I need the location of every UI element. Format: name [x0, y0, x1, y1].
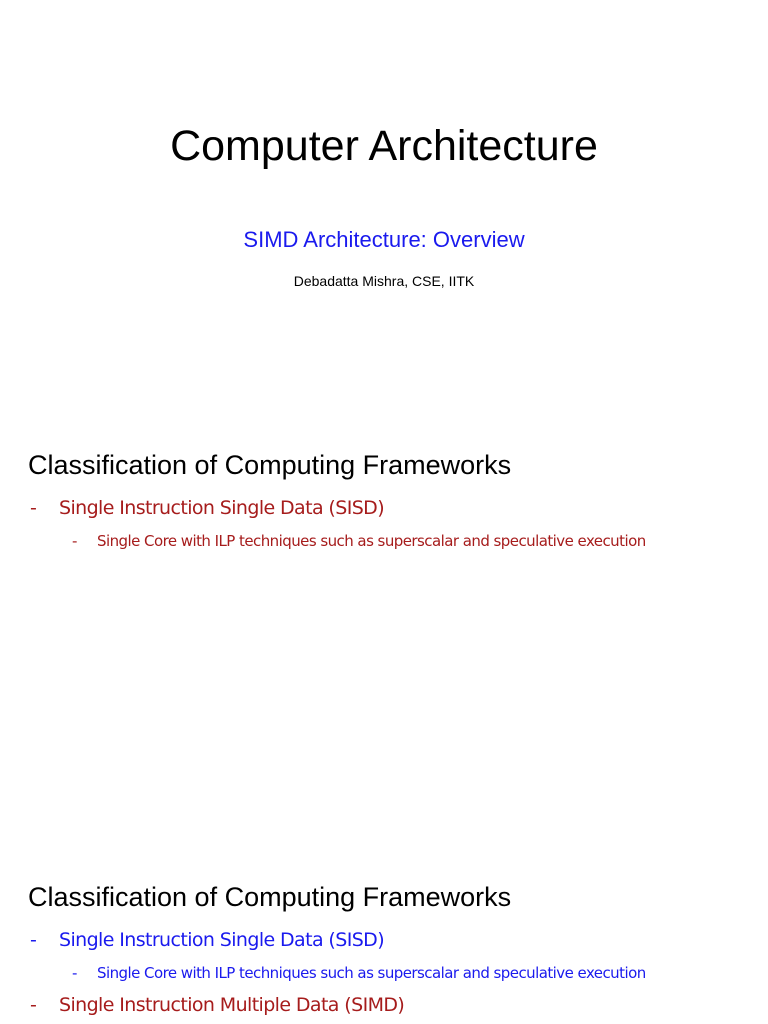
bullet-sisd: [30, 495, 750, 521]
slide-heading: Classification of Computing Frameworks: [28, 450, 512, 480]
slide-subtitle: SIMD Architecture: Overview: [243, 227, 525, 252]
bullet-dash: -: [30, 929, 37, 951]
bullet-text: Single Instruction Multiple Data (SIMD): [59, 994, 405, 1016]
slide-author: Debadatta Mishra, CSE, IITK: [293, 273, 475, 289]
bullet-dash: -: [72, 532, 78, 550]
bullet-text: Single Core with ILP techniques such as superscalar and speculative execution: [97, 532, 646, 550]
bullet-simd: [30, 992, 750, 1018]
bullet-dash: -: [30, 994, 37, 1016]
bullet-text: Single Instruction Single Data (SISD): [59, 497, 385, 519]
slide-heading: Classification of Computing Frameworks: [28, 882, 512, 912]
classification-slide-2: [0, 864, 768, 1024]
bullet-text: Single Instruction Single Data (SISD): [59, 929, 385, 951]
slide-title: Computer Architecture: [170, 122, 598, 170]
bullet-sisd: [30, 927, 750, 953]
sub-bullet-single-core: [72, 962, 762, 984]
classification-slide-1: [0, 432, 768, 832]
sub-bullet-single-core: [72, 530, 762, 552]
title-slide: [0, 0, 768, 400]
bullet-dash: -: [30, 497, 37, 519]
bullet-text: Single Core with ILP techniques such as superscalar and speculative execution: [97, 964, 646, 982]
bullet-dash: -: [72, 964, 78, 982]
